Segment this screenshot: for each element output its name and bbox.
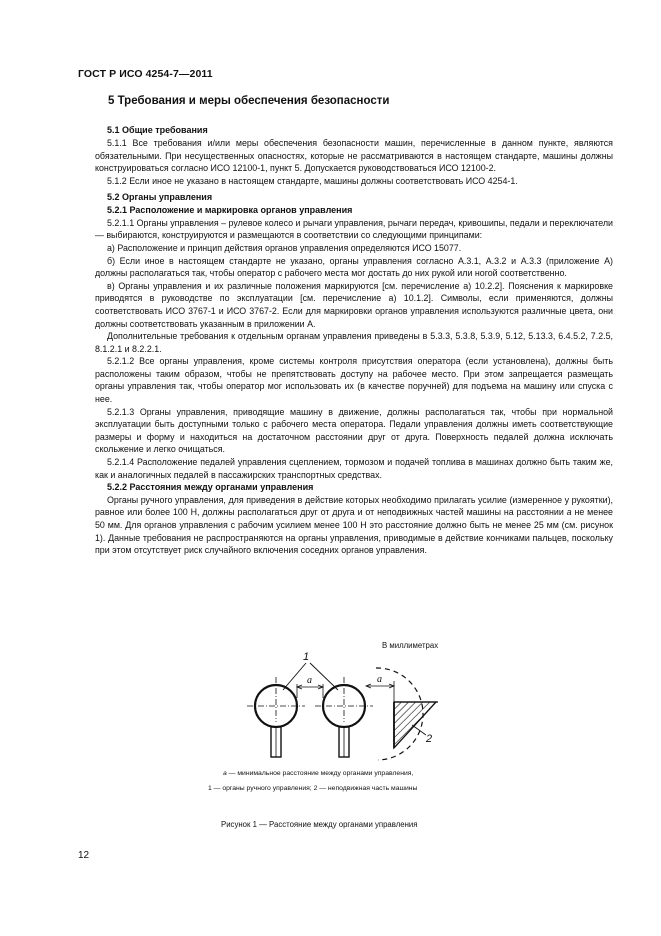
section-title: 5 Требования и меры обеспечения безопасности [108, 95, 390, 107]
paragraph-5-2-1-1: 5.2.1.1 Органы управления – рулевое колесо и рычаги управления, рычаги передач, кривошипы, педали и переключатели — выбираются, конструируются и размещаются в соответствии со следующими принципами: [95, 217, 613, 241]
subsection-title-5-1: 5.1 Общие требования [107, 124, 208, 135]
subsection-title-5-2: 5.2 Органы управления [107, 191, 213, 202]
figure-units: В миллиметрах [382, 641, 439, 650]
figure-legend-line-1: a — минимальное расстояние между органами управления, [223, 770, 414, 777]
paragraph-5-2-1-1-b: б) Если иное в настоящем стандарте не указано, органы управления согласно А.3.1, А.3.2 и А.3.3 (приложение А) должны располагаться так, чтобы оператор с рабочего места мог достать до них рукой или ногой соответственно. [95, 255, 613, 279]
page-number: 12 [78, 850, 90, 861]
paragraph-5-2-1-1-additional: Дополнительные требования к отдельным органам управления приведены в 5.3.3, 5.3.8, 5.3.9, 5.12, 5.13.3, 6.4.5.2, 7.2.5, 8.1.2.1 и 8.2.2.1. [95, 331, 613, 354]
figure-label-2: 2 [426, 733, 433, 745]
figure-legend-line-2: 1 — органы ручного управления; 2 — неподвижная часть машины [208, 785, 418, 792]
figure-label-a2: a [377, 674, 382, 685]
variable-a: a [566, 507, 572, 518]
paragraph-5-2-1-4: 5.2.1.4 Расположение педалей управления сцеплением, тормозом и подачей топлива в машинах должно быть таким же, как и аналогичных педалей в пассажирских транспортных средствах. [95, 457, 613, 480]
subsection-title-5-2-2: 5.2.2 Расстояния между органами управления [107, 482, 314, 493]
paragraph-5-2-1-2: 5.2.1.2 Все органы управления, кроме системы контроля присутствия оператора (если установлена), должны быть расположены таким образом, чтобы не препятствовать доступу на рабочее место. При этом запрещается размещать органы управления так, чтобы оператор мог использовать их (в качестве поручней) для подъема на машину или спуска с нее. [95, 356, 613, 405]
paragraph-5-2-1-3: 5.2.1.3 Органы управления, приводящие машину в движение, должны располагаться так, чтобы при нормальной эксплуатации быть доступными только с рабочего места оператора. Педали управления должны иметь соответствующие размеры и форму и находиться на достаточном расстоянии друг от друга. Поверхность педалей должна исключать скольжение и легко очищаться. [95, 406, 613, 455]
paragraph-5-2-1-1-a: а) Расположение и принцип действия органов управления определяются ИСО 15077. [107, 242, 462, 253]
paragraph-5-1-1: 5.1.1 Все требования и/или меры обеспечения безопасности машин, перечисленные в данном пункте, являются обязательными. При несущественных опасностях, которые не рассматриваются в настоящем стандарте, машины должны конструироваться согласно ИСО 12100-1, пункт 5. Допускается руководствоваться ИСО 12100-2. [95, 138, 613, 174]
figure-caption: Рисунок 1 — Расстояние между органами управления [221, 820, 418, 829]
subsection-title-5-2-1: 5.2.1 Расположение и маркировка органов управления [107, 205, 353, 216]
document-header: ГОСТ Р ИСО 4254-7—2011 [78, 68, 213, 80]
paragraph-5-2-2: Органы ручного управления, для приведения в действие которых необходимо прилагать усилие (измеренное у рукоятки), равное или более 100 Н, должны располагаться друг от друга и от неподвижных частей машины на расстоянии a не менее 50 мм. Для органов управления с рабочим усилием менее 100 Н это расстояние должно быть не менее 25 мм (см. рисунок 1). Данные требования не распространяются на органы управления, приводимые в действие кончиками пальцев, поскольку при этом отсутствует риск случайного включения соседних органов управления. [95, 494, 613, 556]
paragraph-5-2-1-1-v: в) Органы управления и их различные положения маркируются [см. перечисление а) 10.2.2]. Пояснения к маркировке приводятся в руководстве по эксплуатации [см. перечисление а) 10.1.2]. Символы, если применяются, должны соответствовать ИСО 3767-1 и ИСО 3767-2. Если для маркировки органов управления используются различные цвета, они должны соответствовать указанным в приложении А. [95, 280, 613, 329]
figure-label-a1: a [307, 675, 312, 686]
figure-label-1: 1 [303, 651, 310, 663]
paragraph-5-1-2: 5.1.2 Если иное не указано в настоящем стандарте, машины должны соответствовать ИСО 4254-1. [107, 175, 518, 186]
